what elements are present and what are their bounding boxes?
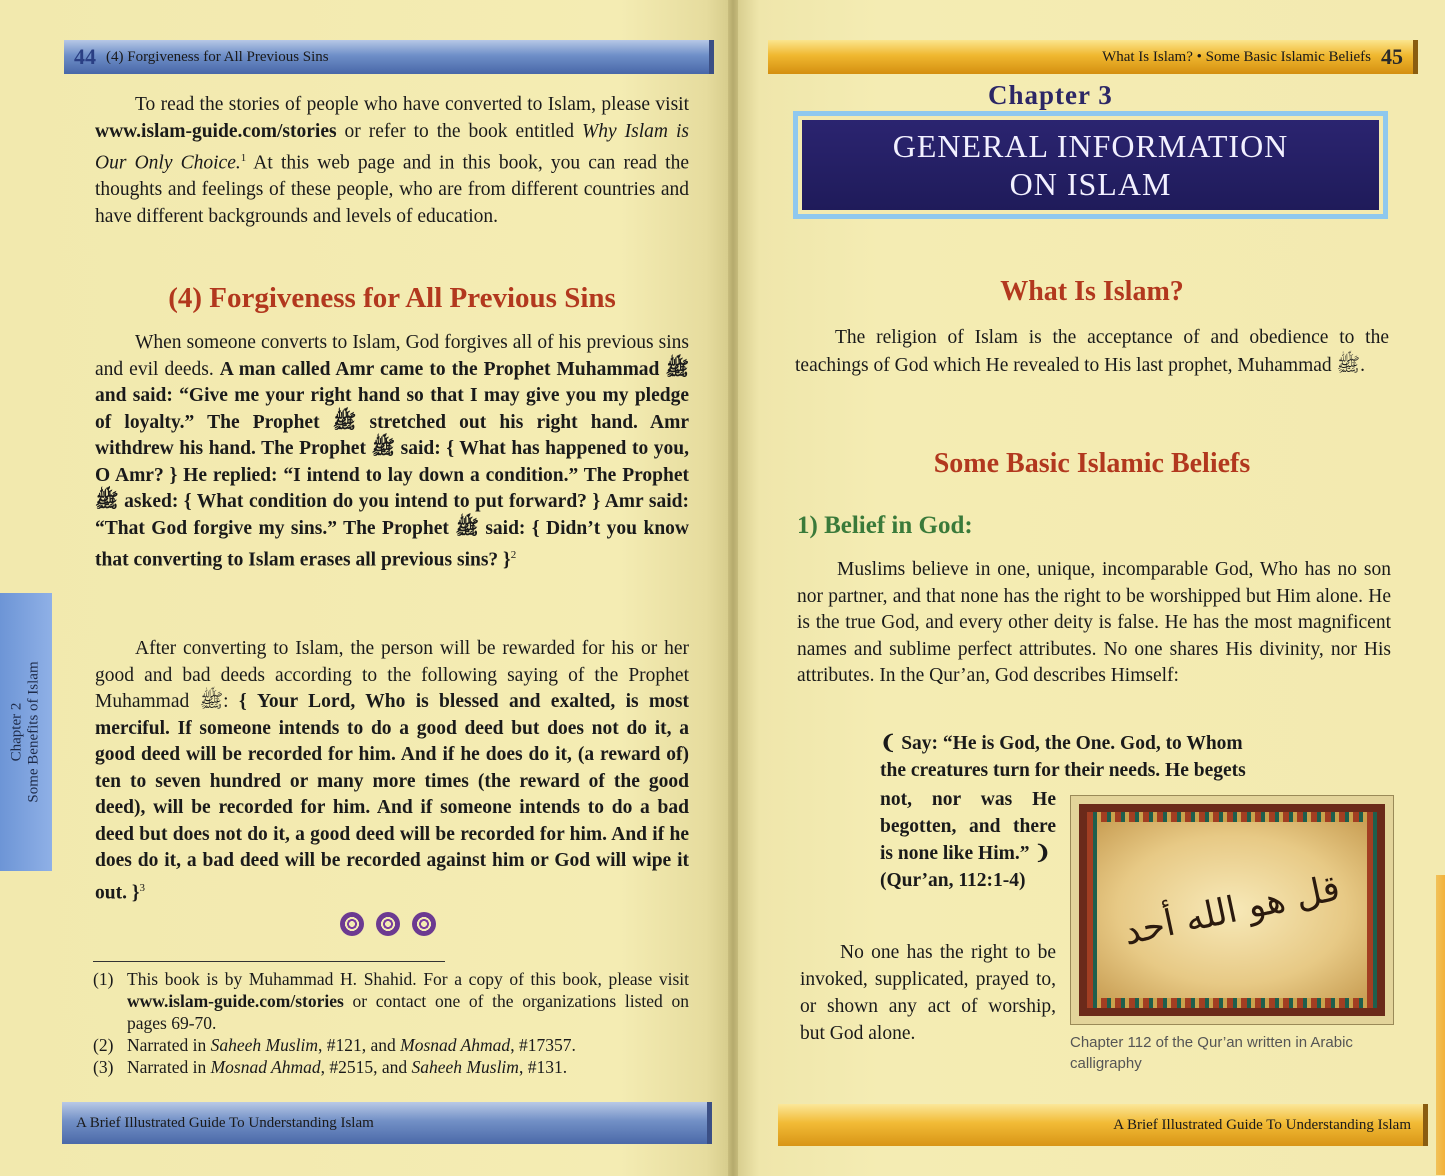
footnote-text: , #131.	[518, 1057, 568, 1077]
stories-link[interactable]: www.islam-guide.com/stories	[95, 120, 337, 142]
source-title: Mosnad Ahmad	[400, 1035, 511, 1055]
section-heading-forgiveness: (4) Forgiveness for All Previous Sins	[168, 282, 616, 314]
footnote-text: This book is by Muhammad H. Shahid. For a copy of this book, please visit	[127, 969, 689, 989]
left-page-number: 44	[74, 44, 96, 69]
chapter-title-line1: GENERAL INFORMATION	[892, 128, 1289, 164]
flower-ornament-icon	[412, 912, 436, 936]
footnotes	[93, 968, 689, 1078]
chapter-label: Chapter 3	[988, 80, 1113, 110]
belief-in-god-paragraph	[797, 557, 1391, 690]
footnote-text: or contact one of the organizations listed on pages 69-70.	[127, 991, 689, 1033]
side-tab-title: Some Benefits of Islam	[26, 661, 43, 803]
left-running-head	[64, 40, 714, 74]
footnote-1	[93, 968, 689, 1034]
quote-line-2: the creatures turn for their needs. He begets	[880, 760, 1246, 781]
right-footer-title: A Brief Illustrated Guide To Understanding Islam	[1113, 1116, 1411, 1133]
right-running-title: What Is Islam? • Some Basic Islamic Beliefs	[1102, 48, 1371, 65]
figure-caption: Chapter 112 of the Qur’an written in Arabic calligraphy	[1070, 1034, 1353, 1072]
intro-text-1: To read the stories of people who have converted to Islam, please visit	[135, 94, 689, 115]
side-tab-chapter: Chapter 2	[9, 702, 26, 762]
footnote-divider	[93, 961, 445, 962]
what-is-islam-paragraph	[795, 324, 1389, 380]
forgiveness-paragraph	[95, 330, 689, 574]
source-title: Saheeh Muslim	[411, 1057, 519, 1077]
calligraphy-image	[1097, 822, 1367, 998]
flower-ornament-icon	[340, 912, 364, 936]
quran-quote-rest	[880, 786, 1056, 894]
forgiveness-intro: When someone converts to Islam, God forgives all of his previous sins and evil deeds.	[95, 332, 689, 380]
left-running-title: (4) Forgiveness for All Previous Sins	[106, 48, 329, 65]
invocation-text: No one has the right to be invoked, supplicated, prayed to, or shown any act of worship, but God alone.	[800, 942, 1056, 1044]
heading-basic-beliefs: Some Basic Islamic Beliefs	[933, 448, 1251, 479]
quote-reference: (Qur’an, 112:1-4)	[880, 870, 1026, 891]
right-running-head	[768, 40, 1418, 74]
quote-line-1: ❨ Say: “He is God, the One. God, to Whom	[880, 733, 1243, 754]
footnote-number: (1)	[93, 969, 114, 989]
footnote-ref-2: 2	[510, 549, 517, 561]
footnote-number: (2)	[93, 1035, 114, 1055]
footnote-text: , #17357.	[510, 1035, 576, 1055]
hadith-amr: A man called Amr came to the Prophet Muhammad ﷺ and said: “Give me your right hand so that I may give you my pledge of loyalty.” The Prophet ﷺ stretched out his right hand. Amr withdrew his hand. The Prophet ﷺ said: { What has happened to you, O Amr? } He replied: “I intend to lay down a condition.” The Prophet ﷺ asked: { What condition do you intend to put forward? } Amr said: “That God forgive my sins.” The Prophet ﷺ said: { Didn’t you know that converting to Islam erases all previous sins? }	[95, 358, 689, 571]
footnote-ref-3: 3	[139, 881, 146, 894]
left-footer-title: A Brief Illustrated Guide To Understanding Islam	[76, 1114, 374, 1131]
page-edge-strip	[1436, 875, 1445, 1175]
footnote-text: Narrated in	[127, 1035, 211, 1055]
section-end-ornaments	[340, 912, 436, 936]
footnote-number: (3)	[93, 1057, 114, 1077]
source-title: Saheeh Muslim	[210, 1035, 318, 1055]
right-page-number: 45	[1381, 44, 1403, 69]
footnote-3	[93, 1056, 689, 1078]
reward-paragraph	[95, 636, 689, 907]
quran-quote-top	[880, 730, 1320, 784]
intro-text-3: At this web page and in this book, you can read the thoughts and feelings of these people, who are from different countries and have different backgrounds and levels of education.	[95, 152, 689, 227]
footnote-link[interactable]: www.islam-guide.com/stories	[127, 991, 344, 1011]
calligraphy-text: قل هو الله أحد	[1120, 867, 1344, 953]
calligraphy-figure	[1070, 795, 1394, 1025]
book-gutter	[728, 0, 738, 1176]
chapter-title-box	[793, 111, 1388, 219]
chapter-side-tab	[0, 593, 52, 871]
reward-intro: After converting to Islam, the person will be rewarded for his or her good and bad deeds according to the following saying of the Prophet Muhammad ﷺ:	[95, 638, 689, 712]
left-footer-bar	[62, 1102, 712, 1144]
belief-in-god-text: Muslims believe in one, unique, incomparable God, Who has no son nor partner, and that none has the right to be worshipped but Him alone. He is the true God, and every other deity is false. He has the most magnificent names and sublime perfect attributes. No one shares His divinity, nor His attributes. In the Qur’an, God describes Himself:	[797, 559, 1391, 686]
flower-ornament-icon	[376, 912, 400, 936]
footnote-2	[93, 1034, 689, 1056]
heading-belief-in-god: 1) Belief in God:	[797, 512, 973, 539]
footnote-text: , #121, and	[318, 1035, 401, 1055]
right-footer-bar	[778, 1104, 1428, 1146]
chapter-title-line2: ON ISLAM	[1009, 166, 1172, 202]
intro-paragraph	[95, 92, 689, 230]
footnote-text: , #2515, and	[320, 1057, 412, 1077]
intro-text-2: or refer to the book entitled	[336, 120, 583, 142]
source-title: Mosnad Ahmad	[210, 1057, 321, 1077]
footnote-ref-1: 1	[240, 152, 247, 164]
what-is-islam-text: The religion of Islam is the acceptance of and obedience to the teachings of God which He revealed to His last prophet, Muhammad ﷺ.	[795, 327, 1389, 376]
footnote-text: Narrated in	[127, 1057, 211, 1077]
heading-what-is-islam: What Is Islam?	[1000, 276, 1184, 307]
quote-rest: not, nor was He begotten, and there is none like Him.” ❩	[880, 789, 1056, 864]
book-title: Why Islam is Our Only Choice.	[95, 120, 689, 174]
hadith-deeds: { Your Lord, Who is blessed and exalted, is most merciful. If someone intends to do a good deed but does not do it, a good deed will be recorded for him. And if he does do it, (a reward of) ten to seven hundred or many more times (the reward of the good deed), will be recorded for him. And if someone intends to do a bad deed but does not do it, a good deed will be recorded for him. And if he does do it, a bad deed will be recorded against him or God will wipe it out. }	[95, 691, 690, 903]
invocation-paragraph	[800, 939, 1056, 1047]
